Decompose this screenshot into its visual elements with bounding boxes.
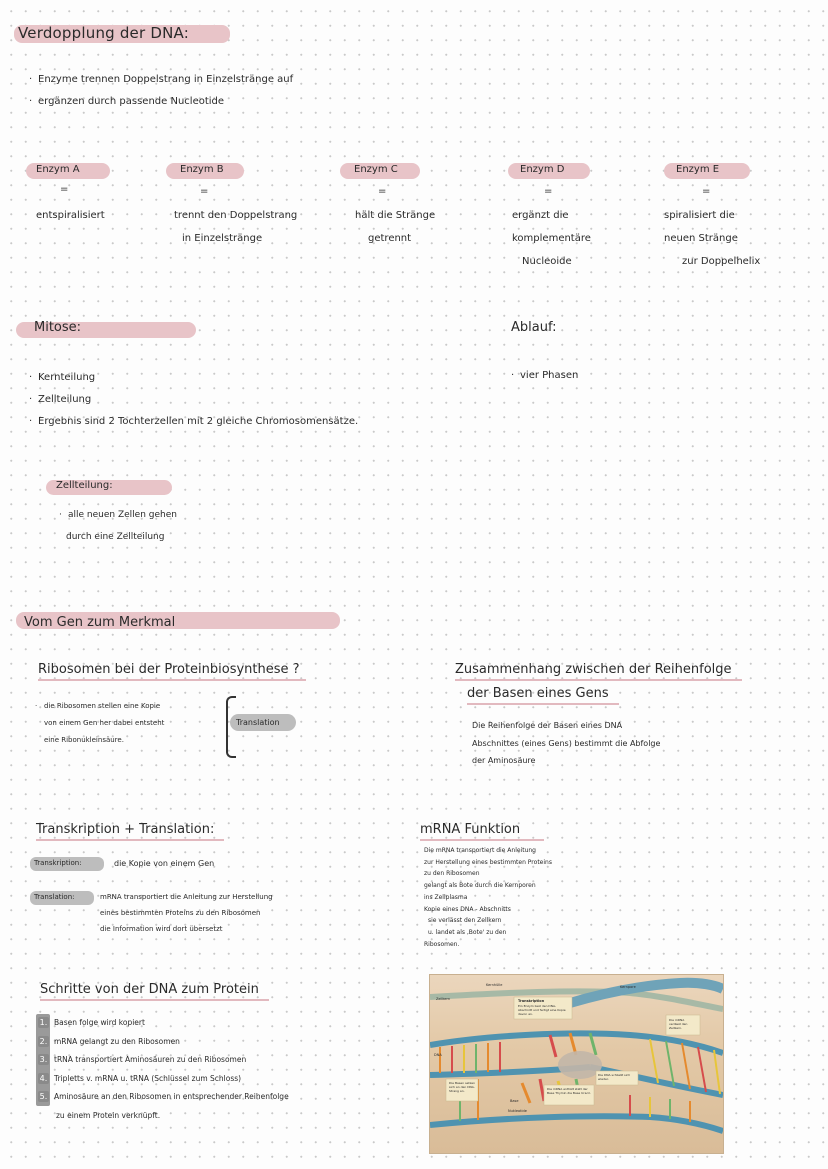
fig-label-dna: DNA [434, 1053, 442, 1057]
gene-title: Vom Gen zum Merkmal [24, 615, 176, 630]
enzyme-c-desc-1: hält die Stränge [355, 210, 436, 221]
enzyme-a-eq: = [60, 184, 69, 195]
mitosis-bullet-3: · Ergebnis sind 2 Tochterzellen mit 2 gleiche Chromosomensätze. [38, 412, 358, 432]
tt-title: Transkription + Translation: [36, 822, 224, 841]
enzyme-b-desc-1: trennt den Doppelstrang [174, 210, 298, 221]
ribosomes-line-3: eine Ribonukleinsäure. [44, 736, 124, 744]
mrna-line: u. landet als ‚Bote' zu den [428, 928, 507, 936]
relation-title-line-2: der Basen eines Gens [467, 686, 619, 705]
cell-division-line-2: durch eine Zellteilung [66, 532, 165, 542]
ribosomes-line-2: von einem Gen her dabei entsteht [44, 719, 165, 727]
mrna-line: gelangt als Bote durch die Kernporen [424, 882, 536, 890]
step-number: 1. [39, 1018, 48, 1027]
step-number: 3. [39, 1055, 48, 1065]
enzyme-b-eq: = [200, 186, 209, 197]
translation-line-1: mRNA transportiert die Anleitung zur Herstellung [100, 893, 273, 901]
step-text: Aminosäure an den Ribosomen in entsprechender Reihenfolge [54, 1092, 289, 1102]
fig-label-mrna-right: Die mRNA verlässt den Zellkern. [669, 1018, 688, 1030]
fig-label-kernhulle: Kernhülle [486, 983, 503, 987]
fig-label-zellkern: Zellkern [436, 997, 451, 1001]
translation-line-2: eines bestimmten Proteins zu den Ribosomen [100, 909, 261, 917]
step-text: mRNA gelangt zu den Ribosomen [54, 1036, 180, 1046]
enzyme-c-eq: = [378, 186, 387, 197]
cell-division-title: Zellteilung: [56, 480, 113, 491]
fig-box-text: Ein Enzym liest den DNA-Abschnitt und fertigt eine Kopie davon an. [518, 1004, 566, 1016]
transcription-figure-svg [430, 975, 723, 1153]
enzyme-e-desc-2: neuen Stränge [664, 233, 738, 244]
replication-bullet-1: · Enzyme trennen Doppelstrang in Einzelstränge auf [38, 70, 293, 90]
step-item [38, 1051, 289, 1070]
enzyme-blob [558, 1051, 602, 1079]
replication-bullet-2: · ergänzen durch passende Nucleotide [38, 92, 224, 112]
step-number: 4. [39, 1073, 48, 1083]
dna-strand-lower [430, 1116, 723, 1131]
fig-box-title: Transkription [518, 999, 545, 1003]
mrna-line: ins Zellplasma [424, 893, 468, 901]
fig-label-kernpore: Kernpore [620, 985, 636, 989]
enzyme-d-name: Enzym D [520, 164, 565, 175]
relation-line-1: Die Reihenfolge der Basen eines DNA [472, 721, 623, 730]
enzyme-e-eq: = [702, 186, 711, 197]
step-item [38, 1107, 289, 1126]
enzyme-e-desc-1: spiralisiert die [664, 210, 735, 221]
step-number: 5. [39, 1092, 48, 1102]
step-text: zu einem Protein verknüpft. [56, 1110, 161, 1120]
fig-close-box: Die DNA schließt sich wieder. [598, 1073, 631, 1081]
step-item [38, 1088, 289, 1107]
mrna-line: Ribosomen. [424, 940, 460, 948]
replication-title: Verdopplung der DNA: [18, 24, 189, 42]
translation-line-3: die Information wird dort übersetzt [100, 925, 223, 933]
mrna-line: zu den Ribosomen [424, 870, 480, 878]
fig-label-base: Base [510, 1099, 519, 1103]
enzyme-d-eq: = [544, 186, 553, 197]
enzyme-d-desc-1: ergänzt die [512, 210, 569, 221]
relation-line-2: Abschnittes (eines Gens) bestimmt die Abfolge [472, 739, 661, 748]
step-number: 2. [39, 1036, 48, 1046]
ribosomes-title: Ribosomen bei der Proteinbiosynthese ? [38, 662, 306, 681]
step-text: Tripletts v. mRNA u. tRNA (Schlüssel zum Schloss) [54, 1073, 242, 1083]
mrna-lines [424, 845, 552, 950]
enzyme-e-desc-3: zur Doppelhelix [682, 256, 761, 267]
enzyme-e-name: Enzym E [676, 164, 720, 175]
steps-title: Schritte von der DNA zum Protein [40, 982, 269, 1001]
ablauf-text: · vier Phasen [520, 366, 578, 386]
transcription-text: die Kopie von einem Gen [114, 859, 215, 868]
enzyme-a-desc-1: entspiralisiert [36, 210, 105, 221]
dna-strand-upper [430, 1033, 723, 1053]
enzyme-c-name: Enzym C [354, 164, 398, 175]
mrna-line: zur Herstellung eines bestimmten Proteins [424, 858, 552, 866]
mitosis-bullet-1: · Kernteilung [38, 368, 95, 388]
enzyme-d-desc-2: komplementäre [512, 233, 591, 244]
fig-label-nucleotide: Nukleotide [508, 1109, 527, 1113]
step-item [38, 1033, 289, 1052]
translation-label: Translation: [34, 893, 75, 901]
enzyme-c-desc-2: getrennt [368, 233, 412, 244]
mrna-title: mRNA Funktion [420, 822, 544, 841]
mrna-line: Kopie eines DNA - Abschnitts [424, 905, 511, 913]
fig-left-box: Die Basen setzen sich an den DNA-Strang an. [449, 1081, 476, 1093]
steps-list [38, 1014, 289, 1126]
step-item [38, 1014, 289, 1033]
cell-division-line-1: · alle neuen Zellen gehen [68, 505, 177, 525]
ablauf-title: Ablauf: [511, 320, 557, 335]
transcription-figure [429, 974, 724, 1154]
transcription-label: Transkription: [34, 859, 82, 867]
step-item [38, 1070, 289, 1089]
enzyme-a-name: Enzym A [36, 164, 80, 175]
relation-line-3: der Aminosäure [472, 756, 536, 765]
mitosis-title: Mitose: [34, 320, 82, 335]
step-text: tRNA transportiert Aminosäuren zu den Ribosomen [54, 1055, 247, 1065]
mrna-line: Die mRNA transportiert die Anleitung [424, 847, 536, 854]
translation-tag: Translation [236, 718, 280, 727]
fig-mid-box: Die mRNA enthält statt der Base Thymin die Base Uracil. [547, 1087, 591, 1095]
enzyme-b-name: Enzym B [180, 164, 224, 175]
mrna-line: sie verlässt den Zellkern [428, 917, 502, 925]
enzyme-d-desc-3: Nucleoide [522, 256, 572, 267]
relation-title-line-1: Zusammenhang zwischen der Reihenfolge [455, 662, 742, 681]
ribosomes-line-1: · die Ribosomen stellen eine Kopie [44, 700, 160, 713]
step-text: Basen folge wird kopiert [54, 1018, 145, 1027]
mitosis-bullet-2: · Zellteilung [38, 390, 91, 410]
enzyme-b-desc-2: in Einzelstränge [182, 233, 263, 244]
